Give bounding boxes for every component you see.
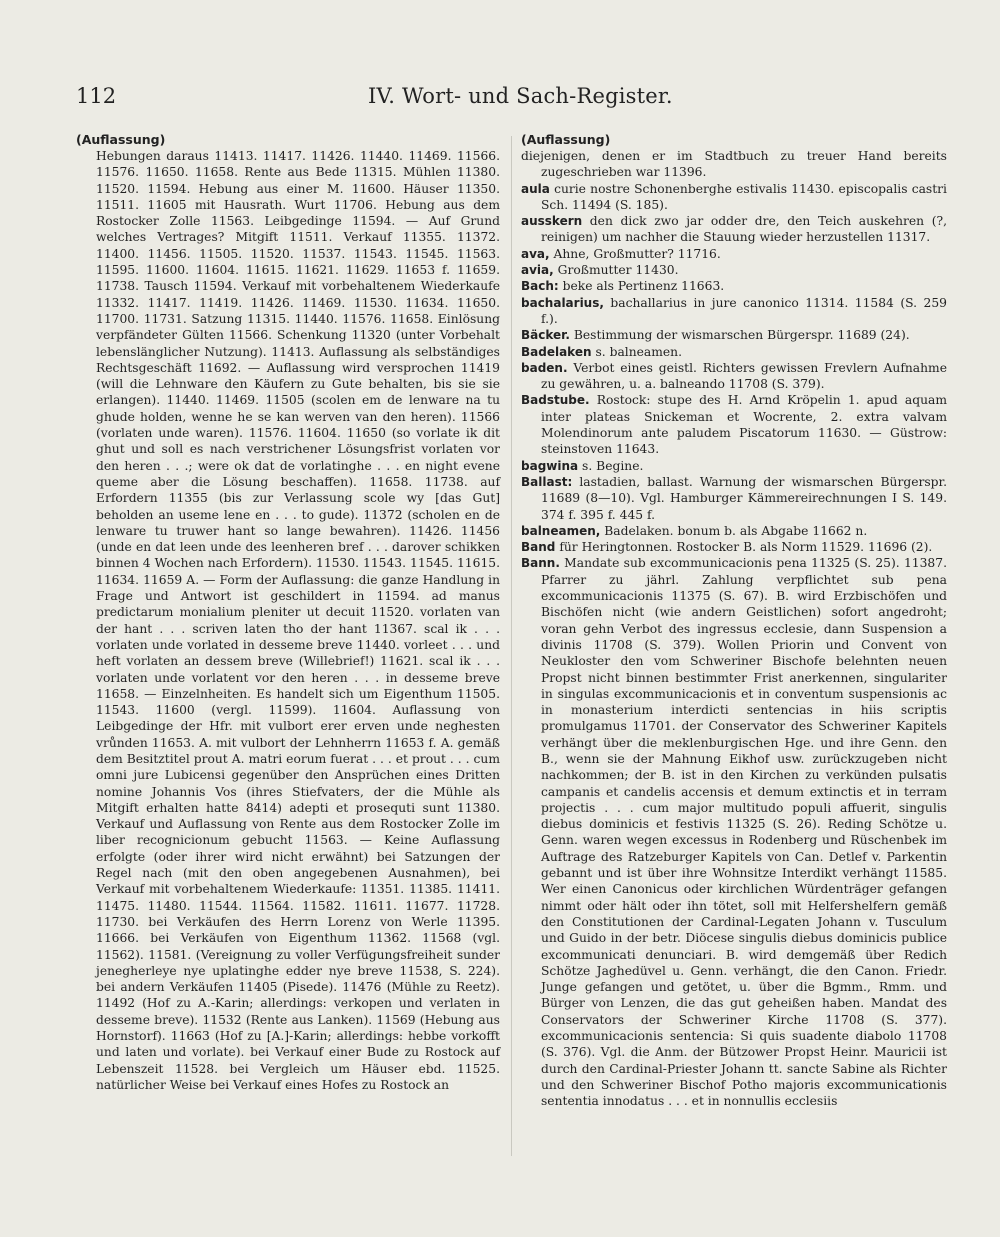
register-entry: [521, 360, 947, 393]
right-column: [521, 131, 947, 1110]
entry-headword: Bann.: [521, 556, 560, 571]
entry-text: curie nostre Schonenberghe estivalis 11430. episcopalis castri Sch. 11494 (S. 185).: [541, 181, 947, 212]
entry-text: s. balneamen.: [595, 344, 683, 359]
entry-text: Mandate sub excommunicacionis pena 11325 (S. 25). 11387. Pfarrer zu jährl. Zahlung verpflichtet sub pena excommunicacionis 11375 (S. 67). B. wird Erzbischöfen und Bischöfen nicht (wie andern Geistlichen) sofort angedroht; voran gehn Verbot des ingressus ecclesie, dann Suspension a divinis 11708 (S. 379). Wollen Priorin und Convent von Neukloster den vom Schweriner Bischofe belehnten neuen Propst nicht binnen bestimmter Frist anerkennen, singulariter in singulas excommunicacionis et in conventum suspensionis ac in monasterium interdicti sentencias in hiis scriptis promulgamus 11701. der Conservator des Schweriner Kapitels verhängt über die meklenburgischen Hge. und ihre Genn. den B., wenn sie der Mahnung Eikhof usw. zurückzugeben nicht nachkommen; der B. ist in den Kirchen zu verkünden pulsatis campanis et candelis accensis et demum extinctis et in terram projectis . . . cum major multitudo populi affuerit, singulis diebus dominicis et festivis 11325 (S. 26). Reding Schötze u. Genn. waren wegen excessus in Rodenberg und Rüschenbek im Auftrage des Ratzeburger Kapitels von Can. Detlef v. Parkentin gebannt und ist über ihre Wohnsitze Interdikt verhängt 11585. Wer einen Canonicus oder kirchlichen Würdenträger gefangen nimmt oder hält oder ihn tötet, soll mit Helfershelfern gemäß den Constitutionen der Cardinal-Legaten Johann v. Tusculum und Guido in der betr. Diöcese singulis diebus dominicis publice excommunicati denunciari. B. wird demgemäß über Redich Schötze Jaghedüvel u. Genn. verhängt, die den Canon. Friedr. Junge gefangen und getötet, u. über die Bgmm., Rmm. und Bürger von Lenzen, die das gut geheißen haben. Mandat des Conservators der Schweriner Kirche 11708 (S. 377). excommunicacionis sentencia: Si quis suadente diabolo 11708 (S. 376). Vgl. die Anm. der Bützower Propst Heinr. Mauricii ist durch den Cardinal-Priester Johann tt. sancte Sabine als Richter und den Schweriner Bischof Potho majoris excommunicationis sententia innodatus . . . et in nonnullis ecclesiis: [541, 556, 947, 1109]
entry-text: Verbot eines geistl. Richters gewissen Frevlern Aufnahme zu gewähren, u. a. balneando 11708 (S. 379).: [541, 360, 947, 392]
entry-text: beke als Pertinenz 11663.: [562, 279, 725, 294]
left-column: [76, 131, 500, 1093]
register-entry: [521, 392, 947, 457]
entry-headword: balneamen,: [521, 523, 601, 538]
entry-headword: Bäcker.: [521, 328, 570, 343]
register-entry: [521, 327, 947, 343]
entry-headword: bagwina: [521, 458, 579, 473]
entry-headword: Bach:: [521, 279, 559, 294]
register-entry: [521, 213, 947, 246]
entry-text: bachallarius in jure canonico 11314. 11584 (S. 259 f.).: [541, 295, 947, 326]
page-number: 112: [76, 84, 117, 108]
entry-text: für Heringtonnen. Rostocker B. als Norm 11529. 11696 (2).: [559, 540, 933, 555]
entry-text: lastadien, ballast. Warnung der wismarschen Bürgerspr. 11689 (8—10). Vgl. Hamburger Kämmereirechnungen I S. 149. 374 f. 395 f. 445 f.: [541, 474, 947, 522]
register-entry: [521, 539, 947, 555]
register-entry: [521, 148, 947, 181]
page-header: [76, 84, 673, 118]
entry-headword: bachalarius,: [521, 295, 604, 310]
entry-text: Bestimmung der wismarschen Bürgerspr. 11689 (24).: [573, 328, 910, 343]
entry-headword: Ballast:: [521, 474, 573, 489]
entry-headword: ausskern: [521, 214, 583, 229]
entry-text: diejenigen, denen er im Stadtbuch zu treuer Hand bereits zugeschrieben war 11396.: [521, 149, 947, 180]
entry-headword: Band: [521, 540, 556, 555]
entry-headword: Badelaken: [521, 344, 592, 359]
entry-text: den dick zwo jar odder dre, den Teich auskehren (?, reinigen) um nachher die Stauung wieder herzustellen 11317.: [541, 214, 947, 245]
entry-headword: aula: [521, 181, 550, 196]
entry-headword: Badstube.: [521, 393, 590, 408]
register-entry: [521, 278, 947, 294]
entry-text: s. Begine.: [582, 458, 644, 473]
column-divider: [511, 136, 512, 1156]
continued-heading: (Auflassung): [76, 132, 166, 147]
register-entry: [521, 262, 947, 278]
register-entry: [521, 295, 947, 328]
register-entry: [521, 181, 947, 214]
continued-heading: (Auflassung): [521, 132, 611, 147]
entry-text: Großmutter 11430.: [557, 263, 679, 278]
running-title: IV. Wort- und Sach-Register.: [368, 84, 673, 108]
register-entry: [521, 555, 947, 1109]
entry-text: Badelaken. bonum b. als Abgabe 11662 n.: [604, 523, 868, 538]
register-entry: [521, 474, 947, 523]
entry-text: Rostock: stupe des H. Arnd Kröpelin 1. apud aquam inter plateas Snickeman et Wocrente, 2. extra valvam Molendinorum ante paludem Piscatorum 11630. — Güstrow: steinstoven 11643.: [541, 393, 947, 457]
entry-headword: baden.: [521, 360, 568, 375]
left-column-text: Hebungen daraus 11413. 11417. 11426. 11440. 11469. 11566. 11576. 11650. 11658. Rente aus Bede 11315. Mühlen 11380. 11520. 11594. Hebung aus einer M. 11600. Häuser 11350. 11511. 11605 mit Hausrath. Wurt 11706. Hebung aus dem Rostocker Zolle 11563. Leibgedinge 11594. — Auf Grund welches Vertrages? Mitgift 11511. Verkauf 11355. 11372. 11400. 11456. 11505. 11520. 11537. 11543. 11545. 11563. 11595. 11600. 11604. 11615. 11621. 11629. 11653 f. 11659. 11738. Tausch 11594. Verkauf mit vorbehaltenem Wiederkaufe 11332. 11417. 11419. 11426. 11469. 11530. 11634. 11650. 11700. 11731. Satzung 11315. 11440. 11576. 11658. Einlösung verpfändeter Gülten 11566. Schenkung 11320 (unter Vorbehalt lebenslänglicher Nutzung). 11413. Auflassung als selbständiges Rechtsgeschäft 11692. — Auflassung wird versprochen 11419 (will die Lehnware den Käufern zu Gute behalten, bis sie sie erlangen). 11440. 11469. 11505 (scolen em de lenware na tu ghude holden, wenne he se kan werven van den heren). 11566 (vorlaten unde waren). 11576. 11604. 11650 (so vorlate ik dit ghut und soll es nach verstrichener Lösungsfrist vorlaten vor den heren . . .; were ok dat de vorlatinghe . . . en night evene queme aber die Lösung beschaffen). 11658. 11738. auf Erfordern 11355 (bis zur Verlassung scole wy [das Gut] beholden an useme lene en . . . to gude). 11372 (scholen en de lenware tu truwer hant so lange bewahren). 11426. 11456 (unde en dat leen unde des leenheren bref . . . darover schikken binnen 4 Wochen nach Erfordern). 11530. 11543. 11545. 11615. 11634. 11659 A. — Form der Auflassung: die ganze Handlung in Frage und Antwort ist geschildert in 11594. ad manus predictarum monialium pleniter ut decuit 11520. vorlaten van der hant . . . scriven laten tho der hant 11367. scal ik . . . vorlaten unde vorlated in desseme breve 11440. vorleet . . . und heft vorlaten an dessem breve (Willebrief!) 11621. scal ik . . . vorlaten unde vorlatent vor den heren . . . in desseme breve 11658. — Einzelnheiten. Es handelt sich um Eigenthum 11505. 11543. 11600 (vergl. 11599). 11604. Auflassung von Leibgedinge der Hfr. mit vulbort erer erven unde neghesten vrůnden 11653. A. mit vulbort der Lehnherrn 11653 f. A. gemäß dem Besitztitel prout A. matri eorum fuerat . . . et prout . . . cum omni jure Lubicensi gegenüber den Ansprüchen eines Dritten nomine Johannis Vos (ihres Stiefvaters, der die Mühle als Mitgift erhalten hatte 8414) adepti et prosequti sunt 11380. Verkauf und Auflassung von Rente aus dem Rostocker Zolle im liber recognicionum gebucht 11563. — Keine Auflassung erfolgte (oder ihrer wird nicht erwähnt) bei Satzungen der Regel nach (mit den oben angegebenen Ausnahmen), bei Verkauf mit vorbehaltenem Wiederkaufe: 11351. 11385. 11411. 11475. 11480. 11544. 11564. 11582. 11611. 11677. 11728. 11730. bei Verkäufen des Herrn Lorenz von Werle 11395. 11666. bei Verkäufen von Eigenthum 11362. 11568 (vgl. 11562). 11581. (Vereignung zu voller Verfügungsfreiheit sunder jenegherleye nye uplatinghe edder nye breve 11538, S. 224). bei andern Verkäufen 11405 (Pisede). 11476 (Mühle zu Reetz). 11492 (Hof zu A.-Karin; allerdings: verkopen und verlaten in desseme breve). 11532 (Rente aus Lanken). 11569 (Hebung aus Hornstorf). 11663 (Hof zu [A.]-Karin; allerdings: hebbe vorkofft und laten und vorlate). bei Verkauf einer Bude zu Rostock auf Lebenszeit 11528. bei Vergleich um Häuser ebd. 11525. natürlicher Weise bei Verkauf eines Hofes zu Rostock an: [96, 149, 500, 1092]
register-entry: [521, 344, 947, 360]
entry-text: Ahne, Großmutter? 11716.: [553, 246, 721, 261]
register-entry: [521, 246, 947, 262]
entry-headword: avia,: [521, 263, 554, 278]
register-entry: [521, 523, 947, 539]
entry-headword: ava,: [521, 246, 550, 261]
register-entry: [521, 458, 947, 474]
